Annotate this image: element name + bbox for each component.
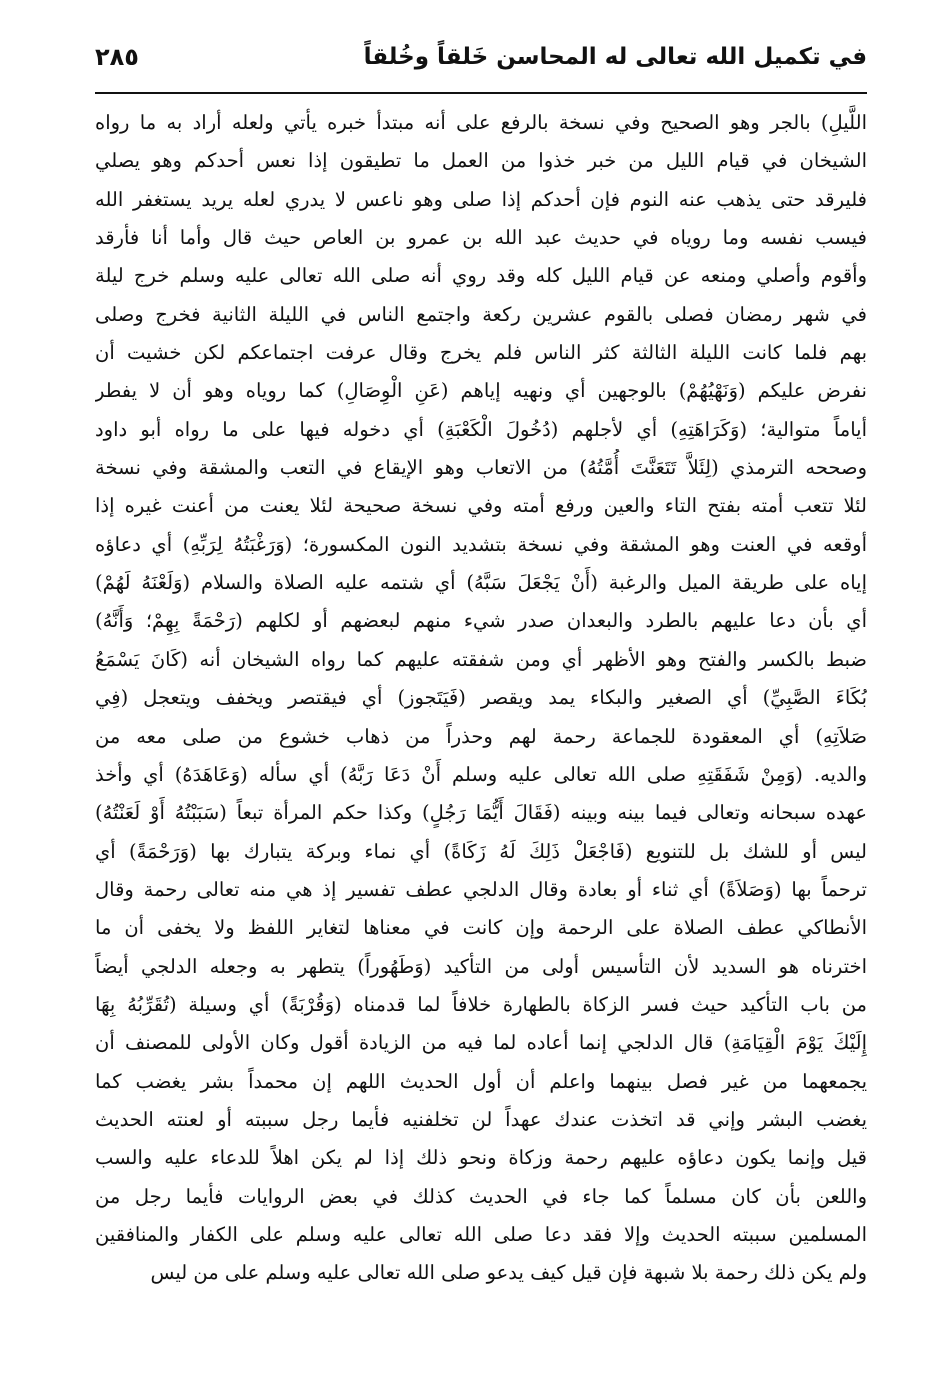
text-line: أي بأن دعا عليهم بالطرد والبعدان صدر شيء منهم لبعضهم أو لكلهم (رَحْمَةً بِهِمْ؛ وَأَنَّهُ)	[95, 609, 867, 633]
text-line: عهده سبحانه وتعالى فيما بينه وبينه (فَقَالَ أَيُّمَا رَجُلٍ) وكذا حكم المرأة تبعاً (سَبَبْتُهُ أَوْ لَعَنْتُهُ)	[95, 801, 867, 825]
text-line: ليس أو للشك بل للتنويع (فَاجْعَلْ ذَلِكَ لَهُ زَكَاةً) أي نماء وبركة يتبارك بها (وَرَحْمَةً) أي	[95, 839, 867, 863]
text-line: من باب التأكيد حيث فسر الزكاة بالطهارة خلافاً لما قدمناه (وَقُرْبَةً) أي وسيلة (تُقَرِّبُهُ بِهَا	[95, 992, 867, 1016]
text-line: قيل وإنما يكون دعاؤه عليهم رحمة وزكاة ونحو ذلك إذا لم يكن اهلاً للدعاء عليه والسب	[95, 1146, 867, 1170]
text-line: واللعن بأن كان مسلماً كما جاء في الحديث كذلك في بعض الروايات فأيما رجل من	[95, 1184, 867, 1208]
text-line: نفرض عليكم (وَنَهْيُهُمْ) بالوجهين أي ونهيه إياهم (عَنِ الْوِصَالِ) كما روياه وهو أن لا يفطر	[95, 379, 867, 403]
text-line: وصححه الترمذي (لِئَلاَّ تَتَعَنَّتَ أُمَّتُهُ) من الاتعاب وهو الإيقاع في التعب والمشقة وفي نسخة	[95, 456, 867, 480]
text-line: والديه. (وَمِنْ شَفَقَتِهِ صلى الله تعالى عليه وسلم أَنْ دَعَا رَبَّهُ) أي سأله (وَعَاهَدَهُ) أي وأخذ	[95, 762, 867, 786]
text-line: إياه على طريقة الميل والرغبة (أَنْ يَجْعَلَ سَبَّهُ) أي شتمه عليه الصلاة والسلام (وَلَعْنَهُ لَهُمْ)	[95, 571, 867, 595]
text-line: يغضب البشر وإني قد اتخذت عندك عهداً لن تخلفنيه فأيما رجل سببته أو لعنته الحديث	[95, 1107, 867, 1131]
running-header	[95, 34, 867, 86]
body-text	[95, 104, 867, 1293]
text-line: الأنطاكي عطف الصلاة على الرحمة وإن كانت في معناها لتغاير اللفظ ولا يخفى أن ما	[95, 916, 867, 940]
page-number: ٢٨٥	[95, 43, 139, 71]
header-title: في تكميل الله تعالى له المحاسن خَلقاً وخُلقاً	[363, 44, 867, 70]
text-line: فليرقد حتى يذهب عنه النوم فإن أحدكم إذا صلى وهو ناعس لا يدري لعله يريد يستغفر الله	[95, 187, 867, 211]
text-line: بهم فلما كانت الليلة الثالثة كثر الناس فلم يخرج وقال عرفت اجتماعكم لكن خشيت أن	[95, 341, 867, 365]
text-line: ترحماً بها (وَصَلاَةً) أي ثناء أو بعادة وقال الدلجي عطف تفسير إذ هي منه تعالى رحمة وقال	[95, 877, 867, 901]
text-line: بُكَاءَ الصَّبِيِّ) أي الصغير والبكاء يمد ويقصر (فَيَتَجوز) أي فيقتصر ويخفف ويتعجل (فِي	[95, 686, 867, 710]
text-line: ضبط بالكسر والفتح وهو الأظهر أي ومن شفقته عليهم كما رواه الشيخان أنه (كَانَ يَسْمَعُ	[95, 647, 867, 671]
text-line: صَلاَتِهِ) أي المعقودة للجماعة رحمة لهم وحذراً من ذهاب خشوع من صلى معه من	[95, 724, 867, 748]
text-line: الشيخان في قيام الليل من خبر خذوا من العمل ما تطيقون إذا نعس أحدكم وهو يصلي	[95, 149, 867, 173]
text-line: إِلَيْكَ يَوْمَ الْقِيَامَةِ) قال الدلجي إنما أعاده لما فيه من الزيادة أقول وكان الأولى للمصنف أن	[95, 1031, 867, 1055]
text-line: يجمعهما من غير فصل بينهما واعلم أن أول الحديث اللهم إن محمداً بشر يغضب كما	[95, 1069, 867, 1093]
text-line: المسلمين سببته الحديث وإلا فقد دعا صلى الله تعالى عليه وسلم على الكفار والمنافقين	[95, 1222, 867, 1246]
text-line: أوقعه في العنت وهو المشقة وفي نسخة بتشديد النون المكسورة؛ (وَرَغْبَتُهُ لِرَبِّهِ) أي دعاؤه	[95, 532, 867, 556]
text-line: لئلا تتعب أمته بفتح التاء والعين ورفع أمته وفي نسخة صحيحة لئلا يعنت من أعنت غيره إذا	[95, 494, 867, 518]
text-line: وأقوم وأصلي ومنعه عن قيام الليل كله وقد روي أنه صلى الله تعالى عليه وسلم خرج ليلة	[95, 264, 867, 288]
text-line: فيسب نفسه وما روياه في حديث عبد الله بن عمرو بن العاص حيث قال وأما أنا فأرقد	[95, 226, 867, 250]
text-line: أياماً متوالية؛ (وَكَرَاهَتِهِ) أي لأجلهم (دُخُولَ الْكَعْبَةِ) أي دخوله فيها على ما رواه أبو داود	[95, 417, 867, 441]
text-line: في شهر رمضان فصلى بالقوم عشرين ركعة واجتمع الناس في الليلة الثانية فخرج وصلى	[95, 302, 867, 326]
text-line: ولم يكن ذلك رحمة بلا شبهة فإن قيل كيف يدعو صلى الله تعالى عليه وسلم على من ليس	[150, 1261, 867, 1285]
text-line: اخترناه هو السديد لأن التأسيس أولى من التأكيد (وَطَهُوراً) يتطهر به وجعله الدلجي أيضاً	[95, 954, 867, 978]
header-divider	[95, 92, 867, 94]
text-line: اللَّيلِ) بالجر وهو الصحيح وفي نسخة بالرفع على أنه مبتدأ خبره يأتي ولعله أراد به ما رواه	[95, 111, 867, 134]
